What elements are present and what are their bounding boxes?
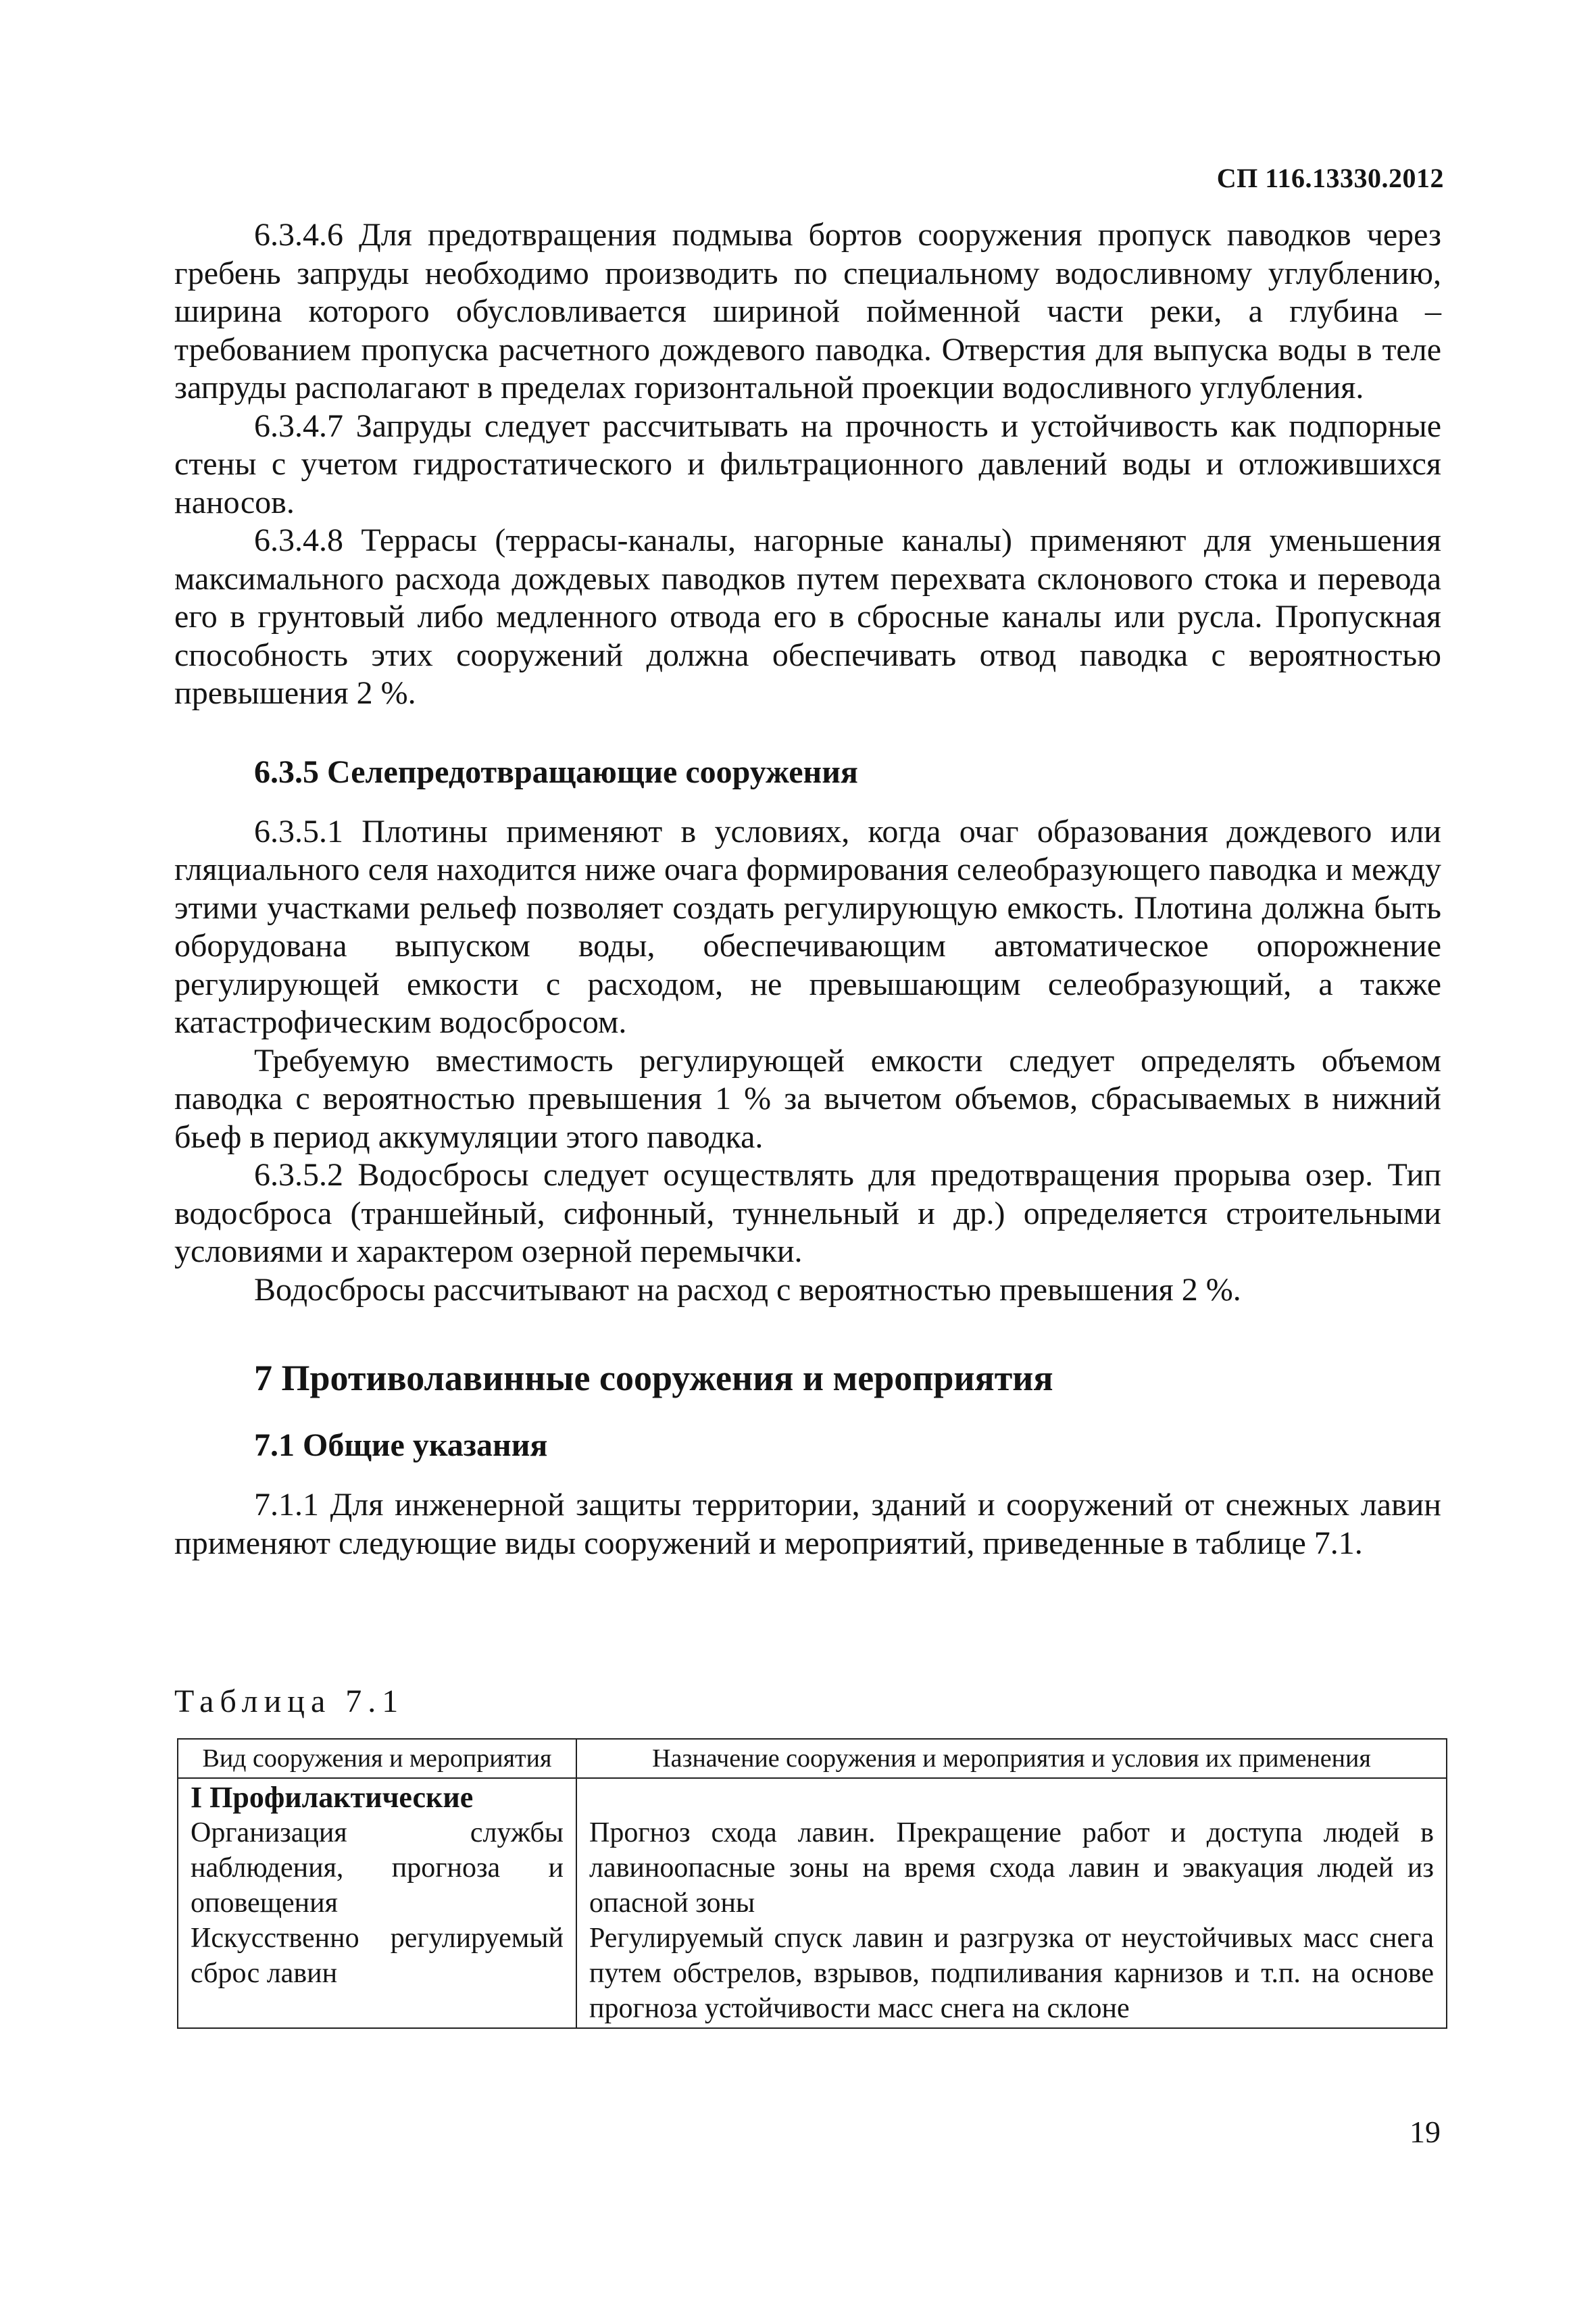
table-category-spacer: [589, 1780, 1434, 1815]
paragraph-6-3-5-2: 6.3.5.2 Водосбросы следует осуществлять для предотвращения прорыва озер. Тип водосброса (траншейный, сифонный, туннельный и др.) определяется строительными условиями и характером озерной перемычки.: [174, 1157, 1441, 1269]
heading-section-7: 7 Противолавинные сооружения и мероприятия: [254, 1358, 1053, 1398]
page-number: 19: [1410, 2115, 1441, 2149]
heading-6-3-5: 6.3.5 Селепредотвращающие сооружения: [254, 754, 858, 790]
table-row-purpose: Прогноз схода лавин. Прекращение работ и доступа людей в лавиноопасные зоны на время схода лавин и эвакуация людей из опасной зоны: [589, 1817, 1434, 1919]
table-header-purpose: Назначение сооружения и мероприятия и условия их применения: [576, 1739, 1447, 1778]
table-row-type: Организация службы наблюдения, прогноза и оповещения: [191, 1817, 564, 1919]
table-category: I Профилактические: [191, 1781, 474, 1814]
table-row-purpose: Регулируемый спуск лавин и разгрузка от неустойчивых масс снега путем обстрелов, взрывов, подпиливания карнизов и т.п. на основе прогноза устойчивости масс снега на склоне: [589, 1923, 1434, 2024]
paragraph-7-1-1: 7.1.1 Для инженерной защиты территории, зданий и сооружений от снежных лавин применяют следующие виды сооружений и мероприятий, приведенные в таблице 7.1.: [174, 1487, 1441, 1561]
heading-7-1: 7.1 Общие указания: [254, 1427, 548, 1463]
paragraph-spillway-calc: Водосбросы рассчитывают на расход с вероятностью превышения 2 %.: [254, 1271, 1241, 1308]
paragraph-6-3-4-6: 6.3.4.6 Для предотвращения подмыва бортов сооружения пропуск паводков через гребень запруды необходимо производить по специальному водосливному углублению, ширина которого обусловливается шириной пойменной части реки, а глубина – требованием пропуска расчетного дождевого паводка. Отверстия для выпуска воды в теле запруды располагают в пределах горизонтальной проекции водосливного углубления.: [174, 217, 1441, 405]
paragraph-capacity: Требуемую вместимость регулирующей емкости следует определять объемом паводка с вероятностью превышения 1 % за вычетом объемов, сбрасываемых в нижний бьеф в период аккумуляции этого паводка.: [174, 1042, 1441, 1155]
paragraph-6-3-5-1: 6.3.5.1 Плотины применяют в условиях, когда очаг образования дождевого или гляциального селя находится ниже очага формирования селеобразующего паводка и между этими участками рельеф позволяет создать регулирующую емкость. Плотина должна быть оборудована выпуском воды, обеспечивающим автоматическое опорожнение регулирующей емкости с расходом, не превышающим селеобразующий, а также катастрофическим водосбросом.: [174, 813, 1441, 1040]
body-text: [174, 216, 1441, 1562]
paragraph-6-3-4-8: 6.3.4.8 Террасы (террасы-каналы, нагорные каналы) применяют для уменьшения максимального расхода дождевых паводков путем перехвата склонового стока и перевода его в грунтовый либо медленного отвода его в сбросные каналы или русла. Пропускная способность этих сооружений должна обеспечивать отвод паводка с вероятностью превышения 2 %.: [174, 522, 1441, 711]
table-header-type: Вид сооружения и мероприятия: [178, 1739, 576, 1778]
table-row-type: Искусственно регулируемый сброс лавин: [191, 1923, 564, 1989]
avalanche-measures-table: [177, 1738, 1447, 2029]
table-row: [178, 1778, 1447, 2028]
table-caption: Таблица 7.1: [174, 1683, 405, 1719]
table-cell-purpose: [576, 1778, 1447, 2028]
paragraph-6-3-4-7: 6.3.4.7 Запруды следует рассчитывать на прочность и устойчивость как подпорные стены с учетом гидростатического и фильтрационного давлений воды и отложившихся наносов.: [174, 408, 1441, 520]
table-header-row: [178, 1739, 1447, 1778]
document-code: СП 116.13330.2012: [1216, 163, 1444, 193]
table-cell-type: [178, 1778, 576, 2028]
